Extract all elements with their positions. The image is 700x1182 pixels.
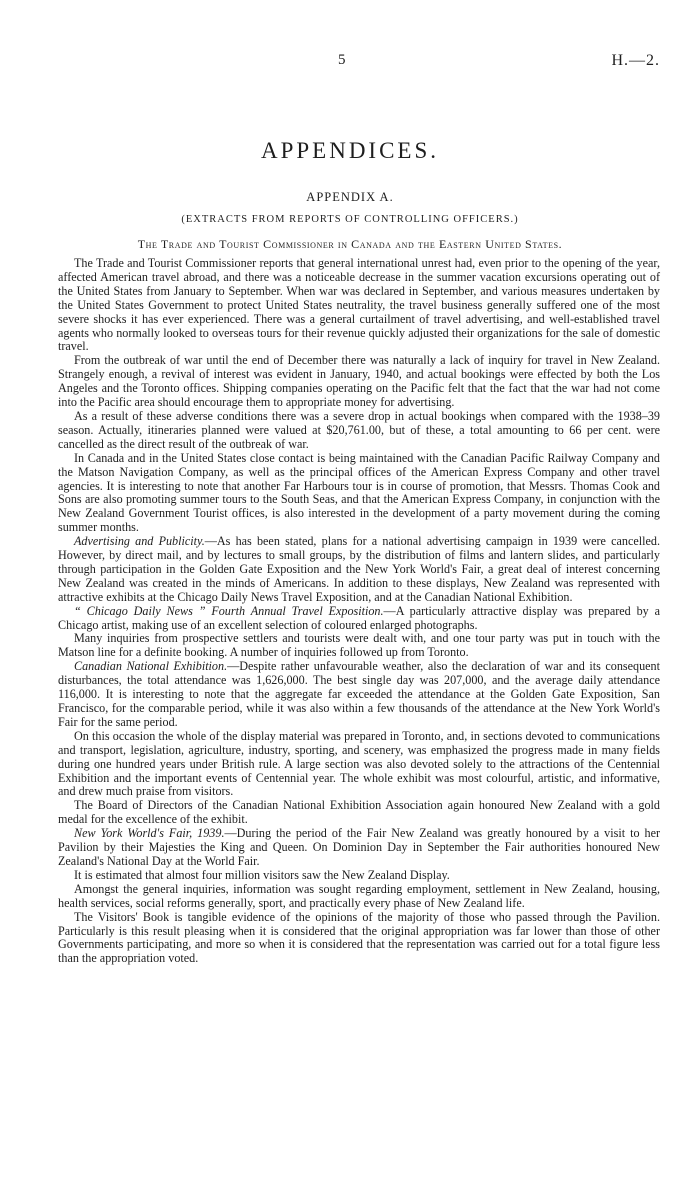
paragraph <box>58 730 660 800</box>
paragraph-text: As a result of these adverse conditions there was a severe drop in actual bookings when compared with the 1938–39 season. Actually, itineraries planned were valued at $20,761.00, but of these, a total amounting to 66 per cent. were cancelled as the direct result of the outbreak of war. <box>58 408 660 451</box>
paragraph-text: —As has been stated, plans for a national advertising campaign in 1939 were cancelled. However, by direct mail, and by lectures to small groups, by the distribution of films and lantern slides, and particularly through participation in the Golden Gate Exposition and the New York World's Fair, a great deal of interest concerning New Zealand was created in the minds of Americans. In addition to these displays, New Zealand was represented with attractive exhibits at the Chicago Daily News Travel Exposition, and at the Canadian National Exhibition. <box>58 534 660 604</box>
paragraph <box>58 799 660 827</box>
report-body <box>58 257 660 966</box>
page-title: APPENDICES. <box>260 138 440 163</box>
appendix-heading: APPENDIX A. <box>306 190 394 204</box>
paragraph-text: From the outbreak of war until the end of December there was naturally a lack of inquiry for travel in New Zealand. Strangely enough, a revival of interest was evident in January, 1940, and actual bookings were effected by both the Los Angeles and the Toronto offices. Shipping companies operating on the Pacific felt that the fact that the war had not come into the Pacific area should encourage them to appropriate money for advertising. <box>58 353 660 410</box>
document-reference: H.—2. <box>611 52 660 69</box>
paragraph <box>58 827 660 869</box>
paragraph <box>58 410 660 452</box>
paragraph <box>58 452 660 535</box>
paragraph-text: —During the period of the Fair New Zealand was greatly honoured by a visit to her Pavilion by their Majesties the King and Queen. On Dominion Day in September the Fair authorities honoured New Zealand's National Day at the World Fair. <box>58 826 660 868</box>
paragraph <box>58 354 660 410</box>
paragraph <box>58 869 660 883</box>
paragraph <box>58 883 660 911</box>
paragraph-text: Amongst the general inquiries, information was sought regarding employment, settlement in New Zealand, housing, health services, social reforms generally, sport, and practically every phase of New Zealand life. <box>58 881 660 910</box>
paragraph-text: The Board of Directors of the Canadian National Exhibition Association again honoured New Zealand with a gold medal for the excellence of the exhibit. <box>58 798 660 827</box>
paragraph <box>58 632 660 660</box>
paragraph <box>58 911 660 967</box>
paragraph <box>58 257 660 354</box>
section-heading: The Trade and Tourist Commissioner in Canada and the Eastern United States. <box>137 237 563 251</box>
paragraph-text: The Trade and Tourist Commissioner reports that general international unrest had, even prior to the opening of the year, affected American travel abroad, and there was a noticeable decrease in the summer vacation excursions operating out of the United States from January to September. When war was declared in September, and various measures undertaken by the United States Government to protect United States neutrality, the travel business generally suffered one of the most severe shocks it has ever experienced. There was a general curtailment of travel advertising, and well-established travel agents who normally looked to overseas tours for their revenue quickly adjusted their organizations for the sale of domestic travel. <box>58 256 660 354</box>
paragraph-text: The Visitors' Book is tangible evidence of the opinions of the majority of those who passed through the Pavilion. Particularly is this result pleasing when it is considered that the original appropriation was far lower than those of other Governments participating, and more so when it is considered that the representation was carried out for a total figure less than the appropriation voted. <box>58 909 660 966</box>
paragraph-lead: Advertising and Publicity. <box>74 534 205 549</box>
paragraph-lead: Canadian National Exhibition. <box>74 659 228 674</box>
page-number: 5 <box>338 52 347 68</box>
paragraph-lead: New York World's Fair, 1939. <box>74 826 225 841</box>
paragraph-text: On this occasion the whole of the display material was prepared in Toronto, and, in sections devoted to communications and transport, legislation, agriculture, industry, sporting, and scenery, was emphasized the progress made in many fields during one hundred years under British rule. A large section was also devoted solely to the attractions of the Centennial Exhibition and the important events of Centennial year. The whole exhibit was most colourful, artistic, and informative, and drew much praise from visitors. <box>58 728 660 799</box>
paragraph-lead: “ Chicago Daily News ” Fourth Annual Travel Exposition. <box>74 603 384 618</box>
paragraph <box>58 605 660 633</box>
paragraph <box>58 535 660 605</box>
paragraph-text: —A particularly attractive display was prepared by a Chicago artist, making use of an excellent selection of coloured enlarged photographs. <box>58 603 661 632</box>
paragraph-text: —Despite rather unfavourable weather, also the declaration of war and its consequent disturbances, the total attendance was 1,626,000. The best single day was 207,000, and the average daily attendance 116,000. It is interesting to note that the aggregate far exceeded the attendance at the Golden Gate Exposition, San Francisco, for the comparable period, while it was also within a few thousands of the attendance at the New York World's Fair for the same period. <box>58 659 661 729</box>
paragraph-text: It is estimated that almost four million visitors saw the New Zealand Display. <box>74 867 450 882</box>
paragraph-text: Many inquiries from prospective settlers and tourists were dealt with, and one tour party was put in touch with the Matson line for a definite booking. A number of inquiries followed up from Toronto. <box>58 631 660 660</box>
paragraph-text: In Canada and in the United States close contact is being maintained with the Canadian Pacific Railway Company and the Matson Navigation Company, as well as the principal offices of the American Express Company and other travel agencies. It is interesting to note that another Far Harbours tour is in course of promotion, that Messrs. Thomas Cook and Sons are also promoting summer tours to the South Seas, and that the American Express Company, in conjunction with the New Zealand Government Tourist offices, is also interested in the development of a party movement during the coming summer months. <box>58 450 660 535</box>
paragraph <box>58 660 660 730</box>
appendix-subtitle: (EXTRACTS FROM REPORTS OF CONTROLLING OFFICERS.) <box>181 214 519 225</box>
